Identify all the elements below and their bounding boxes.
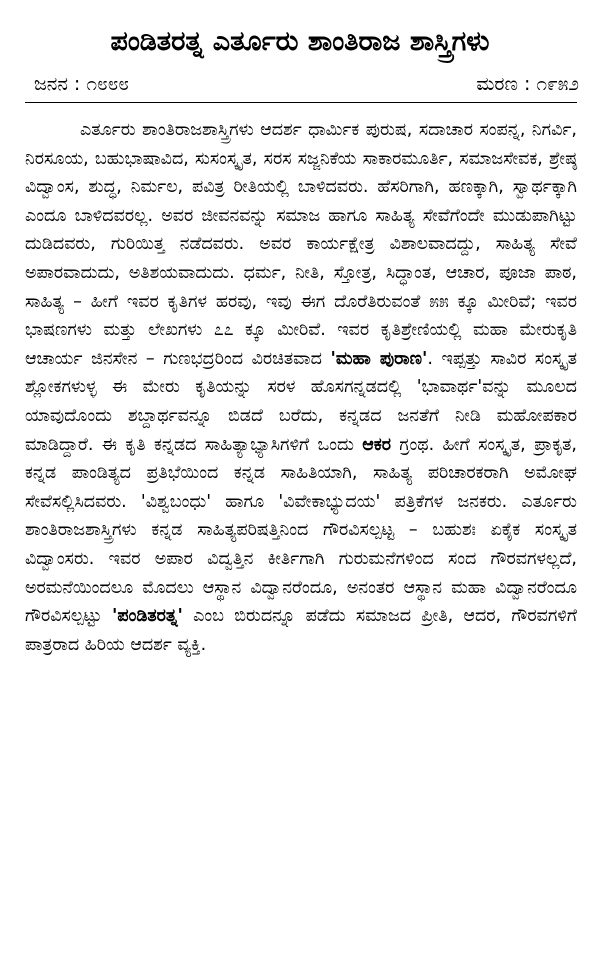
akara-emphasis: ಆಕರ — [362, 434, 391, 455]
header-divider — [25, 102, 577, 103]
page-title: ಪಂಡಿತರತ್ನ ಎರ್ತೂರು ಶಾಂತಿರಾಜ ಶಾಸ್ತ್ರಿಗಳು — [110, 26, 490, 57]
death-date: ಮರಣ : ೧೯೫೨ — [476, 73, 579, 95]
panditaratna-title: 'ಪಂಡಿತರತ್ನ' — [112, 606, 183, 627]
body-text-1: ಎರ್ತೂರು ಶಾಂತಿರಾಜಶಾಸ್ತ್ರಿಗಳು ಆದರ್ಶ ಧಾರ್ಮಿಕ ಪುರುಷ, ಸದಾಚಾರ ಸಂಪನ್ನ, ನಿಗರ್ವಿ, ನಿರಸೂಯ, ಬಹುಭಾಷಾವಿದ, ಸುಸಂಸ್ಕೃತ, ಸರಸ ಸಜ್ಜನಿಕೆಯ ಸಾಕಾರಮೂರ್ತಿ, ಸಮಾಜಸೇವಕ, ಶ್ರೇಷ್ಠ ವಿದ್ವಾಂಸ, ಶುದ್ಧ, ನಿರ್ಮಲ, ಪವಿತ್ರ ರೀತಿಯಲ್ಲಿ ಬಾಳಿದವರು. ಹೆಸರಿಗಾಗಿ, ಹಣಕ್ಕಾಗಿ, ಸ್ವಾರ್ಥಕ್ಕಾಗಿ ಎಂದೂ ಬಾಳಿದವರಲ್ಲ. ಅವರ ಜೀವನವನ್ನು ಸಮಾಜ ಹಾಗೂ ಸಾಹಿತ್ಯ ಸೇವೆಗೆಂದೇ ಮುಡುಪಾಗಿಟ್ಟು ದುಡಿದವರು, ಗುರಿಯಿತ್ತ ನಡೆದವರು. ಅವರ ಕಾರ್ಯಕ್ಷೇತ್ರ ವಿಶಾಲವಾದದ್ದು, ಸಾಹಿತ್ಯ ಸೇವೆ ಅಪಾರವಾದುದು, ಅತಿಶಯವಾದುದು. ಧರ್ಮ, ನೀತಿ, ಸ್ತೋತ್ರ, ಸಿದ್ಧಾಂತ, ಆಚಾರ, ಪೂಜಾ ಪಾಠ, ಸಾಹಿತ್ಯ – ಹೀಗೆ ಇವರ ಕೃತಿಗಳ ಹರವು, ಇವು ಈಗ ದೊರೆತಿರುವಂತೆ ೫೫ ಕ್ಕೂ ಮೀರಿವೆ; ಇವರ ಭಾಷಣಗಳು ಮತ್ತು ಲೇಖಗಳು ೭೭ ಕ್ಕೂ ಮೀರಿವೆ. ಇವರ ಕೃತಿಶ್ರೇಣಿಯಲ್ಲಿ ಮಹಾ ಮೇರುಕೃತಿ ಆಚಾರ್ಯ ಜಿನಸೇನ – ಗುಣಭದ್ರರಿಂದ ವಿರಚಿತವಾದ — [25, 120, 577, 369]
body-text-4: ಎಂಬ ಬಿರುದನ್ನೂ ಪಡೆದು ಸಮಾಜದ ಪ್ರೀತಿ, ಆದರ, ಗೌರವಗಳಿಗೆ ಪಾತ್ರರಾದ ಹಿರಿಯ ಆದರ್ಶ ವ್ಯಕ್ತಿ. — [25, 606, 577, 655]
body-text-2: . ಇಪ್ಪತ್ತು ಸಾವಿರ ಸಂಸ್ಕೃತ ಶ್ಲೋಕಗಳುಳ್ಳ ಈ ಮೇರು ಕೃತಿಯನ್ನು ಸರಳ ಹೊಸಗನ್ನಡದಲ್ಲಿ 'ಭಾವಾರ್ಥ'ವನ್ನು ಮೂಲದ ಯಾವುದೊಂದು ಶಬ್ದಾರ್ಥವನ್ನೂ ಬಿಡದೆ ಬರೆದು, ಕನ್ನಡದ ಜನತೆಗೆ ನೀಡಿ ಮಹೋಪಕಾರ ಮಾಡಿದ್ದಾರೆ. ಈ ಕೃತಿ ಕನ್ನಡದ ಸಾಹಿತ್ಯಾಭ್ಯಾಸಿಗಳಿಗೆ ಒಂದು — [25, 348, 578, 455]
maha-purana-title: 'ಮಹಾ ಪುರಾಣ' — [330, 348, 428, 369]
dates-row — [34, 68, 579, 100]
body-text-3: ಗ್ರಂಥ. ಹೀಗೆ ಸಂಸ್ಕೃತ, ಪ್ರಾಕೃತ, ಕನ್ನಡ ಪಾಂಡಿತ್ಯದ ಪ್ರತಿಭೆಯಿಂದ ಕನ್ನಡ ಸಾಹಿತಿಯಾಗಿ, ಸಾಹಿತ್ಯ ಪರಿಚಾರಕರಾಗಿ ಅಮೋಘ ಸೇವೆಸಲ್ಲಿಸಿದವರು. 'ವಿಶ್ವಬಂಧು' ಹಾಗೂ 'ವಿವೇಕಾಭ್ಯುದಯ' ಪತ್ರಿಕೆಗಳ ಜನಕರು. ಎರ್ತೂರು ಶಾಂತಿರಾಜಶಾಸ್ತ್ರಿಗಳು ಕನ್ನಡ ಸಾಹಿತ್ಯಪರಿಷತ್ತಿನಿಂದ ಗೌರವಿಸಲ್ಪಟ್ಟ – ಬಹುಶಃ ಏಕೈಕ ಸಂಸ್ಕೃತ ವಿದ್ವಾಂಸರು. ಇವರ ಅಪಾರ ವಿದ್ವತ್ತಿನ ಕೀರ್ತಿಗಾಗಿ ಗುರುಮನೆಗಳಿಂದ ಸಂದ ಗೌರವಗಳಲ್ಲದೆ, ಅರಮನೆಯಿಂದಲೂ ಮೊದಲು ಆಸ್ಥಾನ ವಿದ್ವಾನರೆಂದೂ, ಅನಂತರ ಆಸ್ಥಾನ ಮಹಾ ವಿದ್ವಾನರೆಂದೂ ಗೌರವಿಸಲ್ಪಟ್ಟು — [25, 434, 577, 627]
birth-date: ಜನನ : ೧೮೮೮ — [34, 73, 129, 95]
biography-paragraph — [25, 116, 577, 659]
